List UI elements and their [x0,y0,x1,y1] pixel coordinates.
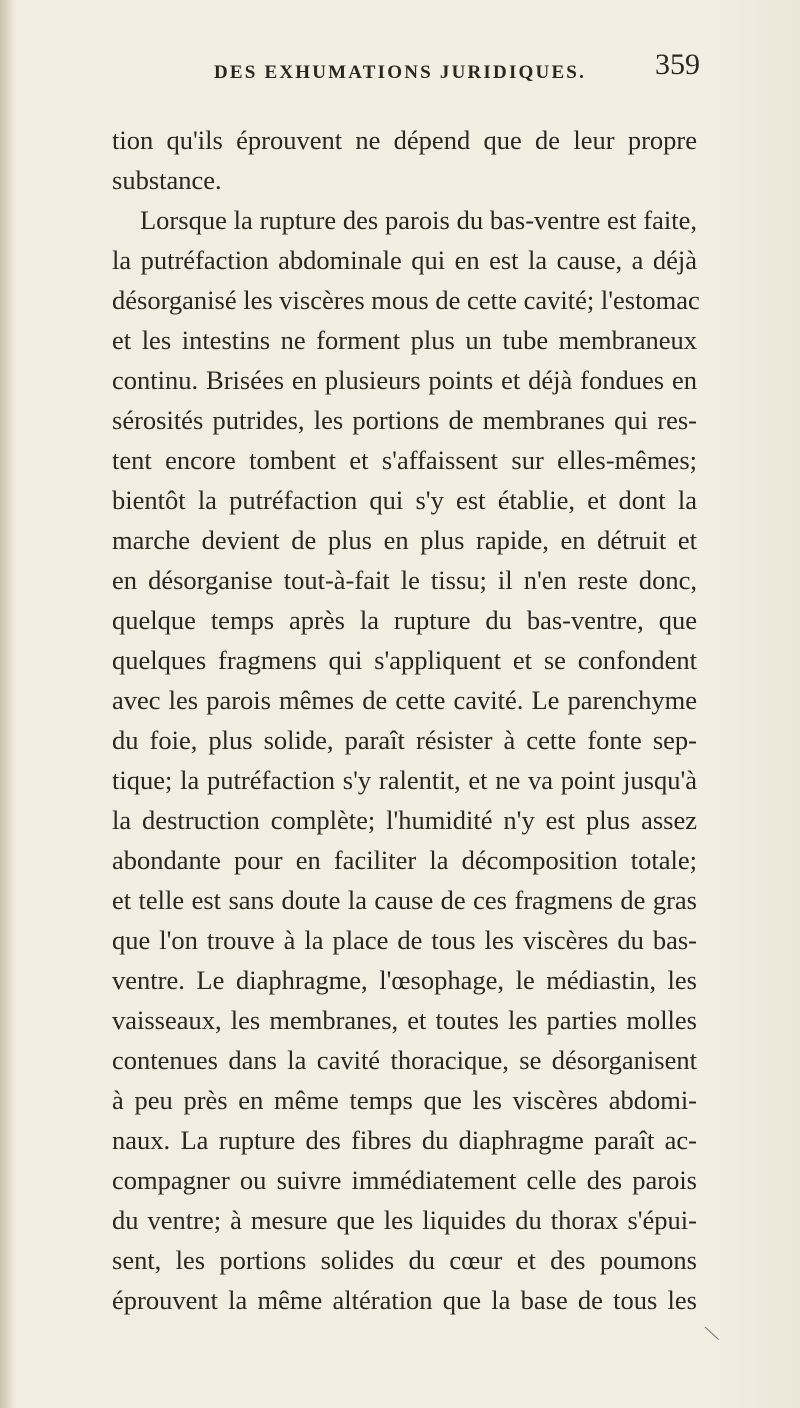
text-line: tent encore tombent et s'affaissent sur elles-mêmes; [112,445,697,475]
text-line: sent, les portions solides du cœur et des poumons [112,1245,697,1275]
text-line: ventre. Le diaphragme, l'œsophage, le médiastin, les [112,965,697,995]
text-line: en désorganise tout-à-fait le tissu; il n'en reste donc, [112,565,697,595]
text-line: sérosités putrides, les portions de membranes qui res- [112,405,697,435]
body-text [112,120,700,1320]
text-line: Lorsque la rupture des parois du bas-ventre est faite, [140,205,697,235]
text-line: continu. Brisées en plusieurs points et déjà fondues en [112,365,697,395]
text-line: que l'on trouve à la place de tous les viscères du bas- [112,925,697,955]
text-line: éprouvent la même altération que la base de tous les [112,1285,697,1315]
text-line: quelque temps après la rupture du bas-ventre, que [112,605,697,635]
text-line: abondante pour en faciliter la décomposition totale; [112,845,697,875]
text-line: la destruction complète; l'humidité n'y est plus assez [112,805,697,835]
text-line: et les intestins ne forment plus un tube membraneux [112,325,697,355]
text-line: bientôt la putréfaction qui s'y est établie, et dont la [112,485,697,515]
text-line: compagner ou suivre immédiatement celle des parois [112,1165,697,1195]
stray-mark: ╲ [705,1326,719,1343]
text-line: marche devient de plus en plus rapide, en détruit et [112,525,697,555]
page-number: 359 [655,48,700,81]
text-line: substance. [112,165,222,195]
binding-shadow [0,0,14,1408]
text-line: avec les parois mêmes de cette cavité. Le parenchyme [112,685,697,715]
text-line: du foie, plus solide, paraît résister à cette fonte sep- [112,725,697,755]
page-header [0,48,800,100]
text-line: vaisseaux, les membranes, et toutes les parties molles [112,1005,697,1035]
text-line: contenues dans la cavité thoracique, se désorganisent [112,1045,697,1075]
text-line: à peu près en même temps que les viscères abdomi- [112,1085,697,1115]
text-line: tique; la putréfaction s'y ralentit, et ne va point jusqu'à [112,765,697,795]
text-line: la putréfaction abdominale qui en est la cause, a déjà [112,245,697,275]
text-line: tion qu'ils éprouvent ne dépend que de leur propre [112,125,697,155]
text-line: désorganisé les viscères mous de cette cavité; l'estomac [112,285,700,315]
running-head: DES EXHUMATIONS JURIDIQUES. [213,62,587,83]
text-line: et telle est sans doute la cause de ces fragmens de gras [112,885,697,915]
text-line: naux. La rupture des fibres du diaphragme paraît ac- [112,1125,697,1155]
text-line: quelques fragmens qui s'appliquent et se confondent [112,645,697,675]
text-line: du ventre; à mesure que les liquides du thorax s'épui- [112,1205,697,1235]
